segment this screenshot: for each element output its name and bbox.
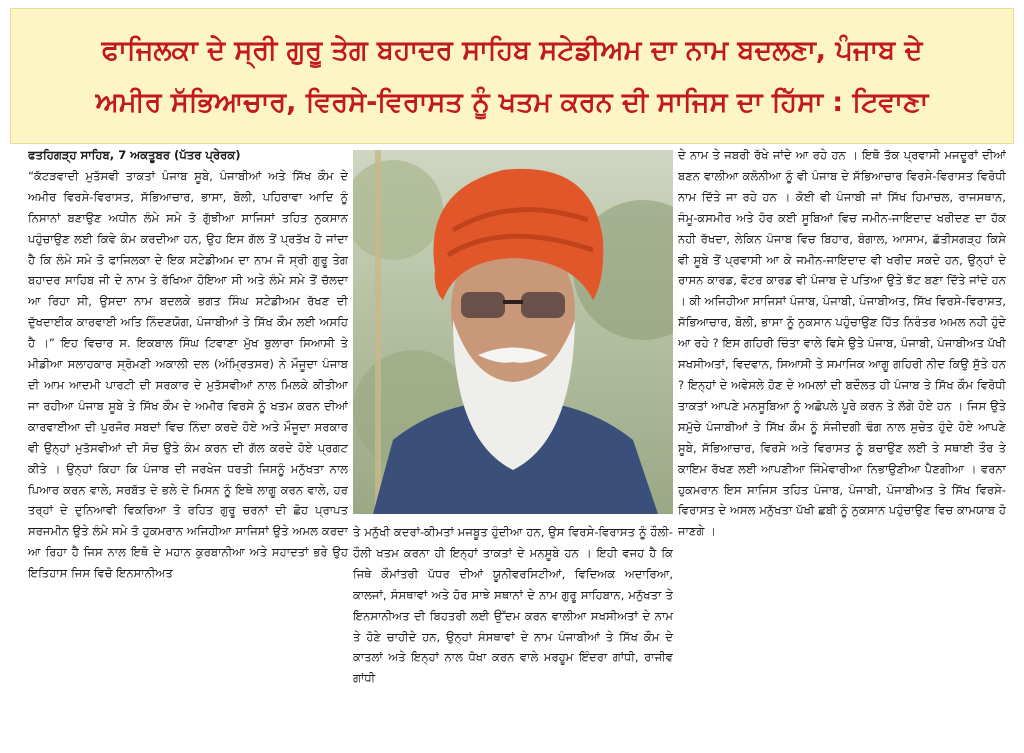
dateline: ਫਤਹਿਗੜ੍ਹ ਸਾਹਿਬ, 7 ਅਕਤੂਬਰ (ਪੱਤਰ ਪ੍ਰੇਰਕ) <box>28 148 241 162</box>
article-text-column-3: ਦੇ ਨਾਮ ਤੇ ਜਬਰੀ ਰੱਖੇ ਜਾਂਦੇ ਆ ਰਹੇ ਹਨ । ਇਥੋ ਤੱਕ ਪ੍ਰਵਾਸੀ ਮਜਦੂਰਾਂ ਦੀਆਂ ਬਣਨ ਵਾਲੀਆ ਕਲੋਨੀਆ ਨੂੰ ਵੀ ਪੰਜਾਬ ਦੇ ਸੱਭਿਆਚਾਰ ਵਿਰਸੇ-ਵਿਰਾਸਤ ਵਿਰੋਧੀ ਨਾਮ ਦਿੱਤੇ ਜਾ ਰਹੇ ਹਨ । ਕੋਈ ਵੀ ਪੰਜਾਬੀ ਜਾਂ ਸਿੱਖ ਹਿਮਾਚਲ, ਰਾਜਸਥਾਨ, ਜੰਮੂ-ਕਸਮੀਰ ਅਤੇ ਹੋਰ ਕਈ ਸੂਬਿਆਂ ਵਿਚ ਜਮੀਨ-ਜਾਇਦਾਦ ਖਰੀਦਣ ਦਾ ਹੱਕ ਨਹੀ ਰੱਖਦਾ, ਲੇਕਿਨ ਪੰਜਾਬ ਵਿਚ ਬਿਹਾਰ, ਬੰਗਾਲ, ਆਸਾਮ, ਛੱਤੀਸਗੜ੍ਹ ਕਿਸੇ ਵੀ ਸੂਬੇ ਤੋਂ ਪ੍ਰਵਾਸੀ ਆ ਕੇ ਜਮੀਨ-ਜਾਇਦਾਦ ਵੀ ਖਰੀਦ ਸਕਦੇ ਹਨ, ਉਨ੍ਹਾਂ ਦੇ ਰਾਸਨ ਕਾਰਡ, ਵੋਟਰ ਕਾਰਡ ਵੀ ਪੰਜਾਬ ਦੇ ਪਤਿਆ ਉਤੇ ਝੱਟ ਬਣਾ ਦਿੱਤੇ ਜਾਂਦੇ ਹਨ । ਕੀ ਅਜਿਹੀਆ ਸਾਜਿਸਾਂ ਪੰਜਾਬ, ਪੰਜਾਬੀ, ਪੰਜਾਬੀਅਤ, ਸਿੱਖ ਵਿਰਸੇ-ਵਿਰਾਸਤ, ਸੱਭਿਆਚਾਰ, ਬੋਲੀ, ਭਾਸਾ ਨੂੰ ਨੁਕਸਾਨ ਪਹੁੰਚਾਉਣ ਹਿੱਤ ਨਿਰੰਤਰ ਅਮਲ ਨਹੀ ਹੁੰਦੇ ਆ ਰਹੇ ? ਇਸ ਗਹਿਰੀ ਚਿੰਤਾ ਵਾਲੇ ਵਿਸੇ ਉਤੇ ਪੰਜਾਬ, ਪੰਜਾਬੀ, ਪੰਜਾਬੀਅਤ ਪੱਖੀ ਸਖਸੀਅਤਾਂ, ਵਿਦਵਾਨ, ਸਿਆਸੀ ਤੇ ਸਮਾਜਿਕ ਆਗੂ ਗਹਿਰੀ ਨੀਦ ਕਿਉ ਸੁੱਤੇ ਹਨ ? ਇਨ੍ਹਾਂ ਦੇ ਅਵੇਸਲੇ ਹੋਣ ਦੇ ਅਮਲਾਂ ਦੀ ਬਦੌਲਤ ਹੀ ਪੰਜਾਬ ਤੇ ਸਿੱਖ ਕੌਮ ਵਿਰੋਧੀ ਤਾਕਤਾਂ ਆਪਣੇ ਮਨਸੂਬਿਆ ਨੂੰ ਅਛੋਪਲੇ ਪੂਰੇ ਕਰਨ ਤੇ ਲੱਗੇ ਹੋਏ ਹਨ । ਜਿਸ ਉਤੇ ਸਮੁੱਚੇ ਪੰਜਾਬੀਆਂ ਤੇ ਸਿੱਖ ਕੌਮ ਨੂੰ ਸੰਜੀਦਗੀ ਢੰਗ ਨਾਲ ਸੁਚੇਤ ਹੁੰਦੇ ਹੋਏ ਆਪਣੇ ਸੂਬੇ, ਸੱਭਿਆਚਾਰ, ਵਿਰਸੇ ਅਤੇ ਵਿਰਾਸਤ ਨੂੰ ਬਚਾਉਣ ਲਈ ਤੇ ਸਥਾਈ ਤੌਰ ਤੇ ਕਾਇਮ ਰੱਖਣ ਲਈ ਆਪਣੀਆ ਜਿੰਮੇਵਾਰੀਆ ਨਿਭਾਉਣੀਆ ਪੈਣਗੀਆ । ਵਰਨਾ ਹੁਕਮਰਾਨ ਇਸ ਸਾਜਿਸ ਤਹਿਤ ਪੰਜਾਬ, ਪੰਜਾਬੀ, ਪੰਜਾਬੀਅਤ ਤੇ ਸਿੱਖ ਵਿਰਸੇ-ਵਿਰਾਸਤ ਦੇ ਅਸਲ ਮਨੁੱਖਤਾ ਪੱਖੀ ਛਬੀ ਨੂੰ ਨੁਕਸਾਨ ਪਹੁੰਚਾਉਣ ਵਿਚ ਕਾਮਯਾਬ ਹੋ ਜਾਣਗੇ । <box>678 148 1006 539</box>
headline-line-1: ਫਾਜਿਲਕਾ ਦੇ ਸ੍ਰੀ ਗੁਰੂ ਤੇਗ ਬਹਾਦਰ ਸਾਹਿਬ ਸਟੇਡੀਅਮ ਦਾ ਨਾਮ ਬਦਲਣਾ, ਪੰਜਾਬ ਦੇ <box>101 35 923 66</box>
headline-line-2: ਅਮੀਰ ਸੱਭਿਆਚਾਰ, ਵਿਰਸੇ-ਵਿਰਾਸਤ ਨੂੰ ਖਤਮ ਕਰਨ ਦੀ ਸਾਜਿਸ ਦਾ ਹਿੱਸਾ : ਟਿਵਾਣਾ <box>95 87 929 118</box>
article-column-2 <box>353 522 673 750</box>
glasses-bridge <box>503 300 523 304</box>
portrait-photo <box>353 150 673 514</box>
portrait-illustration <box>353 150 673 514</box>
glasses-left-lens <box>461 292 505 318</box>
pole <box>375 150 381 514</box>
article-column-3 <box>678 145 1006 750</box>
article-column-1 <box>28 145 348 750</box>
headline-banner <box>10 8 1014 144</box>
article-text-column-1: “ਕੱਟੜਵਾਦੀ ਮੁਤੱਸਵੀ ਤਾਕਤਾਂ ਪੰਜਾਬ ਸੂਬੇ, ਪੰਜਾਬੀਆਂ ਅਤੇ ਸਿੱਖ ਕੌਮ ਦੇ ਅਮੀਰ ਵਿਰਸੇ-ਵਿਰਾਸਤ, ਸੱਭਿਆਚਾਰ, ਭਾਸਾ, ਬੋਲੀ, ਪਹਿਰਾਵਾ ਆਦਿ ਨੂੰ ਨਿਸਾਨਾਂ ਬਣਾਉਣ ਅਧੀਨ ਲੰਮੇ ਸਮੇ ਤੋ ਗੁੱਝੀਆ ਸਾਜਿਸਾਂ ਤਹਿਤ ਨੁਕਸਾਨ ਪਹੁੰਚਾਉਣ ਲਈ ਕਿਵੇ ਕੰਮ ਕਰਦੀਆ ਹਨ, ਉਹ ਇਸ ਗੱਲ ਤੋਂ ਪ੍ਰਤੱਖ ਹੋ ਜਾਂਦਾ ਹੈ ਕਿ ਲੰਮੇ ਸਮੇ ਤੋ ਫਾਜਿਲਕਾ ਦੇ ਇਕ ਸਟੇਡੀਅਮ ਦਾ ਨਾਮ ਜੋ ਸ੍ਰੀ ਗੁਰੂ ਤੇਗ ਬਹਾਦਰ ਸਾਹਿਬ ਜੀ ਦੇ ਨਾਮ ਤੇ ਰੱਖਿਆ ਹੋਇਆ ਸੀ ਅਤੇ ਲੰਮੇ ਸਮੇ ਤੋਂ ਚੱਲਦਾ ਆ ਰਿਹਾ ਸੀ, ਉਸਦਾ ਨਾਮ ਬਦਲਕੇ ਭਗਤ ਸਿੰਘ ਸਟੇਡੀਅਮ ਰੱਖਣ ਦੀ ਦੁੱਖਦਾਈਕ ਕਾਰਵਾਈ ਅਤਿ ਨਿੰਦਣਯੋਗ, ਪੰਜਾਬੀਆਂ ਤੇ ਸਿੱਖ ਕੌਮ ਲਈ ਅਸਹਿ ਹੈ ।” ਇਹ ਵਿਚਾਰ ਸ. ਇਕਬਾਲ ਸਿੰਘ ਟਿਵਾਣਾ ਮੁੱਖ ਬੁਲਾਰਾ ਸਿਆਸੀ ਤੇ ਮੀਡੀਆ ਸਲਾਹਕਾਰ ਸ੍ਰੋਮਣੀ ਅਕਾਲੀ ਦਲ (ਅੰਮ੍ਰਿਤਸਰ) ਨੇ ਮੌਜੂਦਾ ਪੰਜਾਬ ਦੀ ਆਮ ਆਦਮੀ ਪਾਰਟੀ ਦੀ ਸਰਕਾਰ ਦੇ ਮੁਤੱਸਵੀਆਂ ਨਾਲ ਮਿਲਕੇ ਕੀਤੀਆ ਜਾ ਰਹੀਆ ਪੰਜਾਬ ਸੂਬੇ ਤੇ ਸਿੱਖ ਕੌਮ ਦੇ ਅਮੀਰ ਵਿਰਸੇ ਨੂੰ ਖਤਮ ਕਰਨ ਦੀਆਂ ਕਾਰਵਾਈਆ ਦੀ ਪੁਰਜੋਰ ਸਬਦਾਂ ਵਿਚ ਨਿੰਦਾ ਕਰਦੇ ਹੋਏ ਅਤੇ ਮੌਜੂਦਾ ਸਰਕਾਰ ਵੀ ਉਨ੍ਹਾਂ ਮੁਤੱਸਵੀਆਂ ਦੀ ਸੋਚ ਉਤੇ ਕੰਮ ਕਰਨ ਦੀ ਗੱਲ ਕਰਦੇ ਹੋਏ ਪ੍ਰਗਟ ਕੀਤੇ । ਉਨ੍ਹਾਂ ਕਿਹਾ ਕਿ ਪੰਜਾਬ ਦੀ ਜਰਖੇਜ ਧਰਤੀ ਜਿਸਨੂੰ ਮਨੁੱਖਤਾ ਨਾਲ ਪਿਆਰ ਕਰਨ ਵਾਲੇ, ਸਰਬੱਤ ਦੇ ਭਲੇ ਦੇ ਮਿਸਨ ਨੂੰ ਇਥੇ ਲਾਗੂ ਕਰਨ ਵਾਲੇ, ਹਰ ਤਰ੍ਹਾਂ ਦੇ ਦੁਨਿਆਵੀ ਵਿਕਰਿਆ ਤੋ ਰਹਿਤ ਗੁਰੂ ਚਰਨਾਂ ਦੀ ਛੋਹ ਪ੍ਰਾਪਤ ਸਰਜਮੀਨ ਉਤੇ ਲੰਮੇ ਸਮੇ ਤੋ ਹੁਕਮਰਾਨ ਅਜਿਹੀਆ ਸਾਜਿਸਾਂ ਉਤੇ ਅਮਲ ਕਰਦਾ ਆ ਰਿਹਾ ਹੈ ਜਿਸ ਨਾਲ ਇਥੋ ਦੇ ਮਹਾਨ ਕੁਰਬਾਨੀਆ ਅਤੇ ਸਹਾਦਤਾਂ ਭਰੇ ਉਹ ਇਤਿਹਾਸ ਜਿਸ ਵਿਚੋ ਇਨਸਾਨੀਅਤ <box>28 168 348 581</box>
foliage-blob <box>353 160 443 260</box>
glasses-right-lens <box>521 292 565 318</box>
article-text-column-2: ਤੇ ਮਨੁੱਖੀ ਕਦਰਾਂ-ਕੀਮਤਾਂ ਮਜਬੂਤ ਹੁੰਦੀਆ ਹਨ, ਉਸ ਵਿਰਸੇ-ਵਿਰਾਸਤ ਨੂੰ ਹੌਲੀ-ਹੌਲੀ ਖਤਮ ਕਰਨਾ ਹੀ ਇਨ੍ਹਾਂ ਤਾਕਤਾਂ ਦੇ ਮਨਸੂਬੇ ਹਨ । ਇਹੀ ਵਜਹ ਹੈ ਕਿ ਜਿਥੇ ਕੌਮਾਂਤਰੀ ਪੱਧਰ ਦੀਆਂ ਯੂਨੀਵਰਸਿਟੀਆਂ, ਵਿਦਿਅਕ ਅਦਾਰਿਆ, ਕਾਲਜਾਂ, ਸੰਸਥਾਵਾਂ ਅਤੇ ਹੋਰ ਸਾਝੇ ਸਥਾਨਾਂ ਦੇ ਨਾਮ ਗੁਰੂ ਸਾਹਿਬਾਨ, ਮਨੁੱਖਤਾ ਤੇ ਇਨਸਾਨੀਅਤ ਦੀ ਬਿਹਤਰੀ ਲਈ ਉੱਦਮ ਕਰਨ ਵਾਲੀਆ ਸਖਸੀਅਤਾਂ ਦੇ ਨਾਮ ਤੇ ਹੋਣੇ ਚਾਹੀਦੇ ਹਨ, ਉਨ੍ਹਾਂ ਸੰਸਥਾਵਾਂ ਦੇ ਨਾਮ ਪੰਜਾਬੀਆਂ ਤੇ ਸਿੱਖ ਕੌਮ ਦੇ ਕਾਤਲਾਂ ਅਤੇ ਇਨ੍ਹਾਂ ਨਾਲ ਧੋਖਾ ਕਰਨ ਵਾਲੇ ਮਰਹੂਮ ਇੰਦਰਾ ਗਾਂਧੀ, ਰਾਜੀਵ ਗਾਂਧੀ <box>353 525 673 686</box>
